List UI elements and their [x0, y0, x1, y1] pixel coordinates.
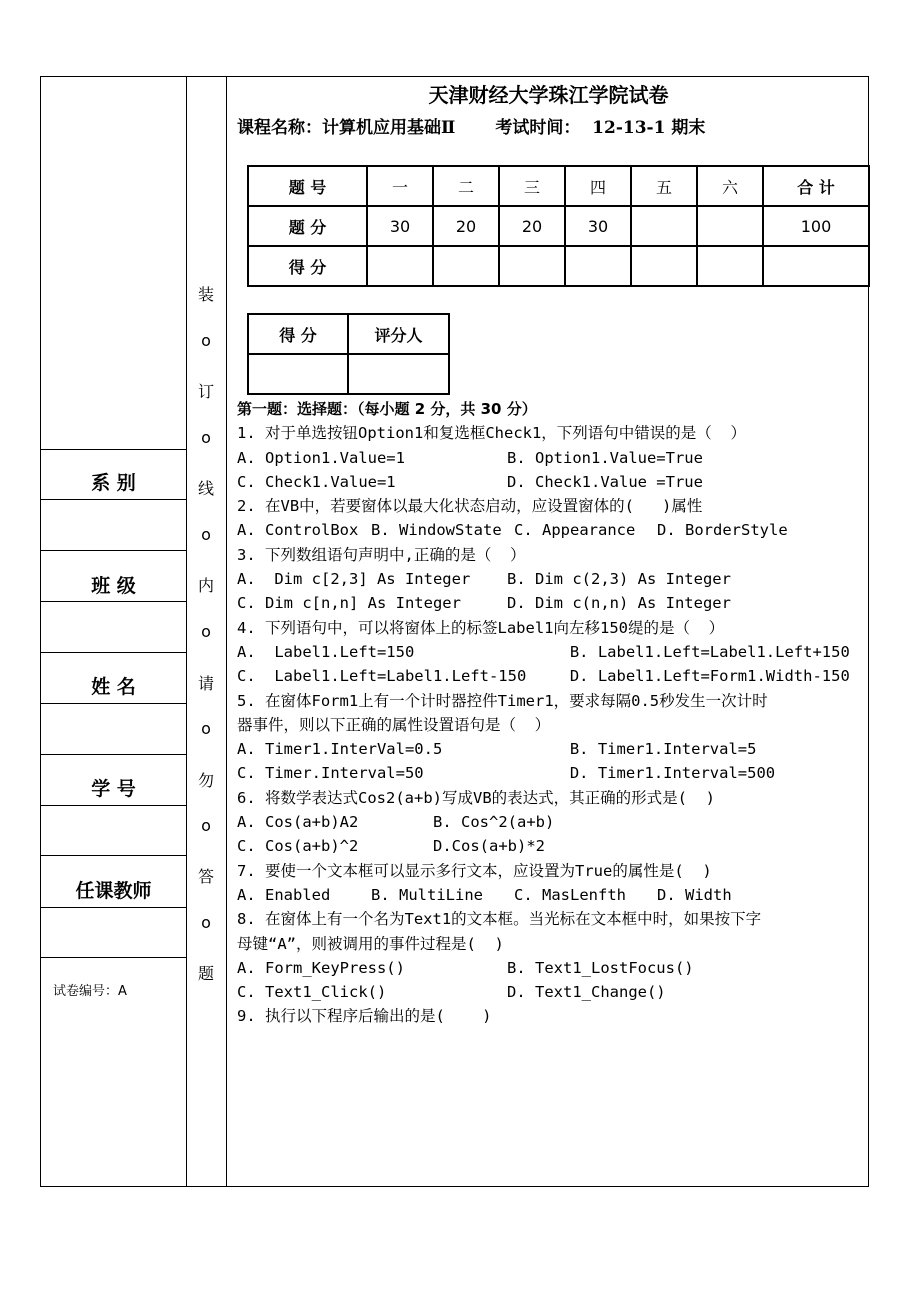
binding-char: o	[201, 428, 211, 447]
binding-char: 答	[197, 867, 214, 886]
binding-char: o	[201, 525, 211, 544]
score-cell[interactable]	[367, 246, 433, 286]
score-table-header: 合 计	[763, 166, 869, 206]
course-name: 课程名称：计算机应用基础Ⅱ	[237, 118, 456, 138]
binding-char: 题	[197, 964, 214, 983]
answer-option[interactable]: B. Timer1.Interval=5	[569, 740, 757, 759]
answer-option[interactable]: A. Option1.Value=1	[237, 448, 405, 467]
answer-option[interactable]: B. Label1.Left=Label1.Left+150	[569, 642, 850, 661]
points-cell	[631, 206, 697, 246]
answer-option[interactable]: B. Dim c(2,3) As Integer	[507, 570, 731, 589]
score-table	[247, 165, 870, 287]
points-cell	[697, 206, 763, 246]
grader-score-header: 得 分	[248, 314, 348, 354]
answer-option[interactable]: C. Timer.Interval=50	[237, 764, 424, 783]
binding-char: o	[201, 331, 211, 350]
answer-option[interactable]: D. Text1_Change()	[507, 983, 666, 1002]
sidebar-field-class: 班 级	[91, 575, 136, 597]
exam-paper-frame	[40, 76, 869, 1187]
answer-option[interactable]: A. ControlBox	[237, 521, 359, 540]
paper-title: 天津财经大学珠江学院试卷	[428, 83, 669, 107]
score-table-header-row	[248, 166, 869, 206]
question-stem-continued: 母键“A”，则被调用的事件过程是( )	[237, 934, 504, 953]
question-stem-continued: 器事件，则以下正确的属性设置语句是（ ）	[237, 715, 551, 734]
points-row	[248, 206, 869, 246]
answer-option[interactable]: D. BorderStyle	[657, 521, 788, 540]
score-cell[interactable]	[697, 246, 763, 286]
answer-option[interactable]: C. Check1.Value=1	[237, 472, 396, 491]
binding-divider	[226, 77, 227, 1186]
option-row	[237, 834, 867, 858]
option-row	[237, 810, 867, 834]
question-stem: 2. 在VB中，若要窗体以最大化状态启动，应设置窗体的( )属性	[237, 497, 703, 516]
option-row	[237, 956, 867, 980]
score-cell[interactable]	[565, 246, 631, 286]
question-section	[237, 397, 867, 1029]
score-table-header: 题 号	[248, 166, 367, 206]
answer-option[interactable]: D. Label1.Left=Form1.Width-150	[569, 667, 850, 686]
section-title: 第一题：选择题：（每小题 2 分，共 30 分）	[237, 400, 537, 418]
score-table-header: 四	[565, 166, 631, 206]
binding-char: 订	[197, 382, 214, 401]
paper-code: 试卷编号：A	[53, 984, 127, 999]
answer-option[interactable]: D.Cos(a+b)*2	[433, 837, 545, 856]
answer-option[interactable]: D. Timer1.Interval=500	[569, 764, 776, 783]
question-stem: 9. 执行以下程序后输出的是( )	[237, 1007, 492, 1026]
points-total: 100	[763, 206, 869, 246]
sidebar-field-name: 姓 名	[91, 676, 136, 698]
binding-char: o	[201, 622, 211, 641]
option-row	[237, 737, 867, 761]
option-row	[237, 567, 867, 591]
binding-char: o	[201, 913, 211, 932]
binding-char: 请	[197, 674, 214, 693]
question-stem: 4. 下列语句中，可以将窗体上的标签Label1向左移150缇的是（ ）	[237, 618, 725, 637]
answer-option[interactable]: A. Timer1.InterVal=0.5	[237, 740, 443, 759]
answer-option[interactable]: C. MasLenfth	[514, 885, 626, 904]
answer-option[interactable]: D. Check1.Value =True	[507, 472, 703, 491]
score-cell[interactable]	[433, 246, 499, 286]
score-total-cell[interactable]	[763, 246, 869, 286]
option-row	[237, 470, 867, 494]
binding-char: 内	[197, 576, 214, 595]
points-cell: 20	[499, 206, 565, 246]
answer-option[interactable]: C. Dim c[n,n] As Integer	[237, 594, 461, 613]
score-label: 得 分	[248, 246, 367, 286]
course-line	[237, 113, 705, 138]
answer-option[interactable]: A. Enabled	[237, 885, 331, 904]
answer-option[interactable]: C. Appearance	[514, 521, 636, 540]
question-stem: 7. 要使一个文本框可以显示多行文本，应设置为True的属性是( )	[237, 861, 712, 880]
answer-option[interactable]: A. Dim c[2,3] As Integer	[237, 570, 471, 589]
grader-name-cell[interactable]	[348, 354, 449, 394]
answer-option[interactable]: D. Width	[657, 885, 732, 904]
answer-option[interactable]: C. Text1_Click()	[237, 983, 387, 1002]
sidebar-field-student-id: 学 号	[91, 778, 136, 800]
score-table-header: 一	[367, 166, 433, 206]
answer-option[interactable]: C. Cos(a+b)^2	[237, 837, 359, 856]
binding-char: o	[201, 719, 211, 738]
answer-option[interactable]: A. Cos(a+b)A2	[237, 813, 359, 832]
score-cell[interactable]	[499, 246, 565, 286]
answer-option[interactable]: B. Option1.Value=True	[507, 448, 703, 467]
question-stem: 5. 在窗体Form1上有一个计时器控件Timer1，要求每隔0.5秒发生一次计时	[237, 691, 768, 710]
binding-char: 装	[197, 285, 214, 304]
option-row	[237, 446, 867, 470]
question-stem: 3. 下列数组语句声明中,正确的是（ ）	[237, 545, 526, 564]
sidebar-field-department: 系 别	[91, 472, 136, 494]
answer-option[interactable]: A. Label1.Left=150	[237, 642, 415, 661]
score-table-header: 六	[697, 166, 763, 206]
grader-name-header: 评分人	[348, 314, 449, 354]
answer-option[interactable]: C. Label1.Left=Label1.Left-150	[237, 667, 527, 686]
answer-option[interactable]: B. Text1_LostFocus()	[507, 958, 694, 977]
option-row	[237, 518, 867, 542]
score-table-header: 三	[499, 166, 565, 206]
points-label: 题 分	[248, 206, 367, 246]
binding-char: 勿	[197, 771, 214, 790]
question-stem: 6. 将数学表达式Cos2(a+b)写成VB的表达式，其正确的形式是( )	[237, 788, 715, 807]
score-row	[248, 246, 869, 286]
grader-score-cell[interactable]	[248, 354, 348, 394]
option-row	[237, 883, 867, 907]
answer-option[interactable]: A. Form_KeyPress()	[237, 958, 405, 977]
answer-option[interactable]: D. Dim c(n,n) As Integer	[507, 594, 731, 613]
answer-option[interactable]: B. Cos^2(a+b)	[433, 813, 555, 832]
answer-option[interactable]: B. MultiLine	[371, 885, 483, 904]
points-cell: 20	[433, 206, 499, 246]
option-row	[237, 640, 867, 664]
question-stem: 8. 在窗体上有一个名为Text1的文本框。当光标在文本框中时，如果按下字	[237, 910, 762, 929]
points-cell: 30	[367, 206, 433, 246]
score-table-header: 二	[433, 166, 499, 206]
answer-option[interactable]: B. WindowState	[371, 521, 502, 540]
binding-char: 线	[197, 479, 214, 498]
score-table-header: 五	[631, 166, 697, 206]
exam-time: 考试时间： 12-13-1 期末	[495, 118, 706, 138]
grader-table	[247, 313, 450, 395]
question-list	[237, 421, 867, 1028]
option-row	[237, 664, 867, 688]
option-row	[237, 980, 867, 1004]
option-row	[237, 761, 867, 785]
score-cell[interactable]	[631, 246, 697, 286]
points-cell: 30	[565, 206, 631, 246]
sidebar-field-teacher: 任课教师	[75, 880, 152, 902]
binding-char: o	[201, 816, 211, 835]
option-row	[237, 591, 867, 615]
question-stem: 1. 对于单选按钮Option1和复选框Check1，下列语句中错误的是（ ）	[237, 424, 746, 443]
